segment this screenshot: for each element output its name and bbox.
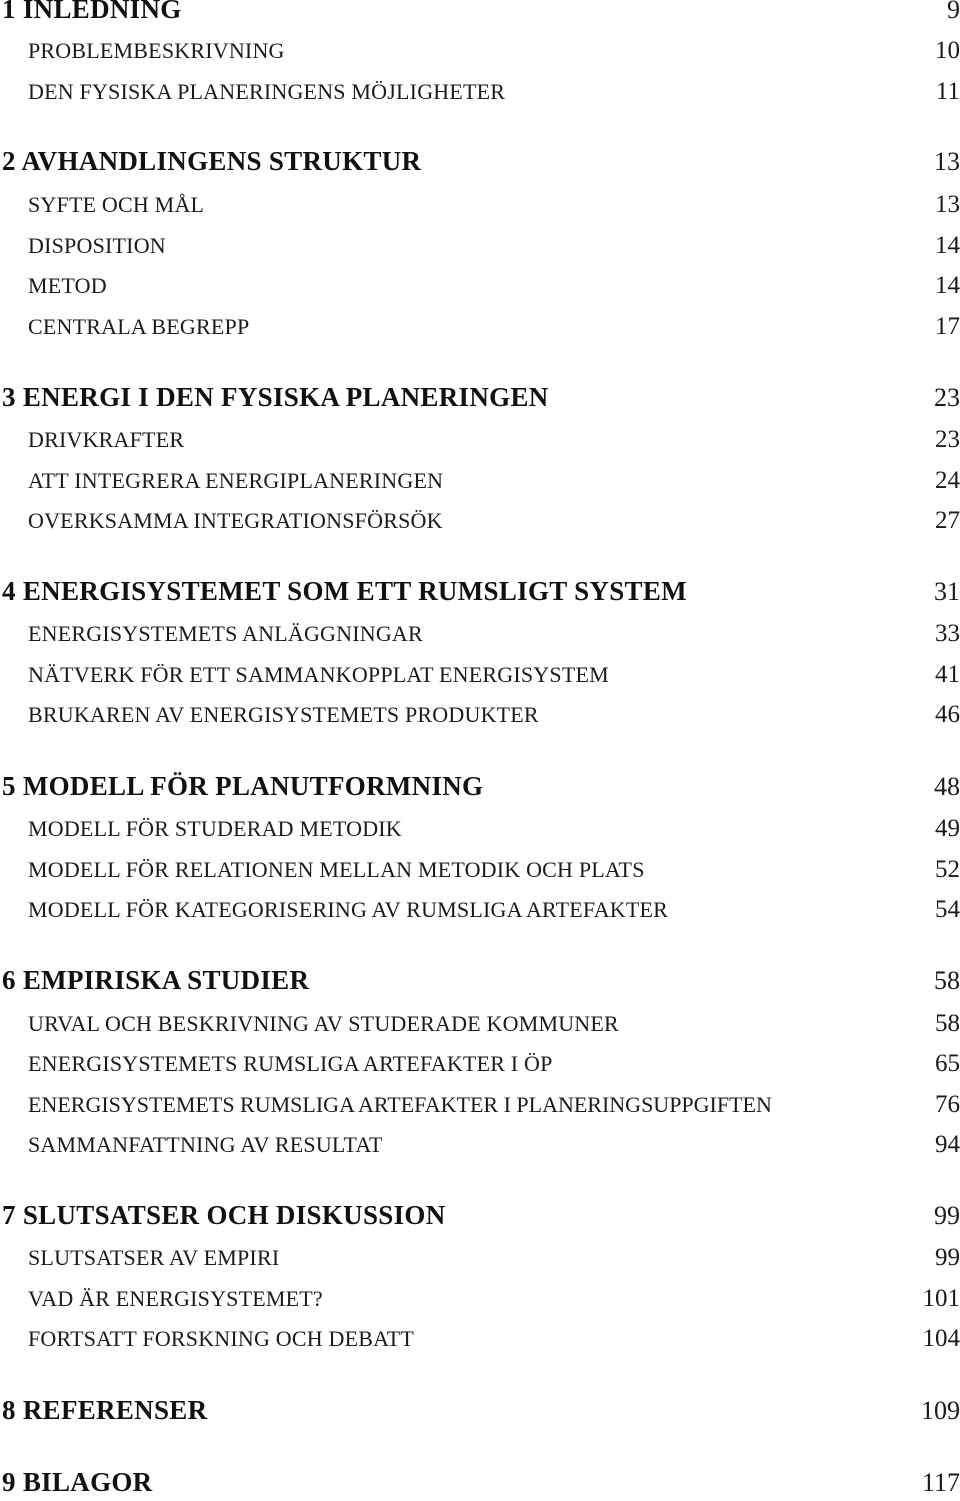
- toc-page-number: 49: [935, 815, 960, 842]
- toc-section-4-1[interactable]: [0, 620, 960, 648]
- toc-section-5-1[interactable]: [0, 815, 960, 843]
- toc-section-2-1[interactable]: [0, 191, 960, 219]
- toc-page-number: 33: [935, 620, 960, 647]
- toc-entry-title: 4 ENERGISYSTEMET SOM ETT RUMSLIGT SYSTEM: [2, 576, 687, 606]
- toc-section-6-1[interactable]: [0, 1010, 960, 1038]
- toc-chapter-7[interactable]: [0, 1200, 960, 1231]
- toc-entry-title: DISPOSITION: [28, 233, 166, 258]
- toc-entry-title: 3 ENERGI I DEN FYSISKA PLANERINGEN: [2, 382, 549, 412]
- toc-entry-title: ATT INTEGRERA ENERGIPLANERINGEN: [28, 468, 444, 493]
- toc-section-6-3[interactable]: [0, 1091, 960, 1119]
- toc-chapter-2[interactable]: [0, 146, 960, 177]
- toc-chapter-6[interactable]: [0, 965, 960, 996]
- toc-page-number: 99: [935, 1244, 960, 1271]
- toc-entry-title: PROBLEMBESKRIVNING: [28, 38, 285, 63]
- toc-section-6-2[interactable]: [0, 1050, 960, 1078]
- toc-chapter-3[interactable]: [0, 382, 960, 413]
- toc-chapter-8[interactable]: [0, 1395, 960, 1426]
- toc-entry-title: ENERGISYSTEMETS ANLÄGGNINGAR: [28, 621, 423, 646]
- toc-chapter-5[interactable]: [0, 771, 960, 802]
- toc-entry-title: ENERGISYSTEMETS RUMSLIGA ARTEFAKTER I ÖP: [28, 1051, 553, 1076]
- toc-section-4-2[interactable]: [0, 661, 960, 689]
- toc-section-3-1[interactable]: [0, 426, 960, 454]
- toc-page-number: 14: [935, 272, 960, 299]
- toc-page-number: 27: [935, 507, 960, 534]
- toc-section-2-2[interactable]: [0, 232, 960, 260]
- toc-page-number: 9: [947, 0, 960, 24]
- toc-section-5-2[interactable]: [0, 856, 960, 884]
- toc-section-3-2[interactable]: [0, 467, 960, 495]
- toc-entry-title: MODELL FÖR KATEGORISERING AV RUMSLIGA ARTEFAKTER: [28, 897, 669, 922]
- toc-page-number: 24: [935, 467, 960, 494]
- toc-entry-title: 5 MODELL FÖR PLANUTFORMNING: [2, 771, 484, 801]
- toc-entry-title: ENERGISYSTEMETS RUMSLIGA ARTEFAKTER I PLANERINGSUPPGIFTEN: [28, 1092, 772, 1117]
- toc-entry-title: 9 BILAGOR: [2, 1467, 153, 1497]
- toc-entry-title: DEN FYSISKA PLANERINGENS MÖJLIGHETER: [28, 79, 506, 104]
- toc-entry-title: BRUKAREN AV ENERGISYSTEMETS PRODUKTER: [28, 702, 539, 727]
- toc-page-number: 14: [935, 232, 960, 259]
- toc-section-2-3[interactable]: [0, 272, 960, 300]
- toc-entry-title: NÄTVERK FÖR ETT SAMMANKOPPLAT ENERGISYSTEM: [28, 662, 609, 687]
- toc-page-number: 99: [934, 1201, 960, 1230]
- toc-entry-title: SLUTSATSER AV EMPIRI: [28, 1245, 280, 1270]
- toc-section-7-1[interactable]: [0, 1244, 960, 1272]
- toc-entry-title: 6 EMPIRISKA STUDIER: [2, 965, 310, 995]
- toc-page-number: 23: [935, 426, 960, 453]
- toc-section-1-2[interactable]: [0, 78, 960, 106]
- toc-page-number: 117: [921, 1468, 960, 1497]
- toc-entry-title: 1 INLEDNING: [2, 0, 182, 24]
- toc-page-number: 10: [935, 37, 960, 64]
- toc-entry-title: 7 SLUTSATSER OCH DISKUSSION: [2, 1200, 446, 1230]
- toc-page-number: 54: [935, 896, 960, 923]
- toc-page-number: 31: [934, 577, 960, 606]
- toc-section-1-1[interactable]: [0, 37, 960, 65]
- toc-page-number: 65: [935, 1050, 960, 1077]
- toc-page-number: 13: [934, 147, 960, 176]
- toc-page-number: 23: [934, 383, 960, 412]
- toc-page-number: 48: [934, 772, 960, 801]
- toc-entry-title: DRIVKRAFTER: [28, 427, 185, 452]
- toc-page-number: 109: [921, 1396, 960, 1425]
- toc-section-3-3[interactable]: [0, 507, 960, 535]
- toc-chapter-4[interactable]: [0, 576, 960, 607]
- toc-chapter-1[interactable]: [0, 0, 960, 25]
- toc-entry-title: MODELL FÖR STUDERAD METODIK: [28, 816, 402, 841]
- toc-page-number: 76: [935, 1091, 960, 1118]
- toc-section-4-3[interactable]: [0, 701, 960, 729]
- toc-section-6-4[interactable]: [0, 1131, 960, 1159]
- toc-entry-title: MODELL FÖR RELATIONEN MELLAN METODIK OCH PLATS: [28, 857, 645, 882]
- toc-entry-title: OVERKSAMMA INTEGRATIONSFÖRSÖK: [28, 508, 443, 533]
- toc-page-number: 41: [935, 661, 960, 688]
- toc-page-number: 13: [935, 191, 960, 218]
- toc-section-7-2[interactable]: [0, 1285, 960, 1313]
- toc-page-number: 11: [935, 78, 960, 105]
- toc-page-number: 46: [935, 701, 960, 728]
- toc-page-number: 17: [935, 313, 960, 340]
- toc-page-number: 104: [922, 1325, 960, 1352]
- toc-section-7-3[interactable]: [0, 1325, 960, 1353]
- toc-entry-title: 2 AVHANDLINGENS STRUKTUR: [2, 146, 422, 176]
- toc-section-2-4[interactable]: [0, 313, 960, 341]
- toc-page-number: 52: [935, 856, 960, 883]
- toc-entry-title: 8 REFERENSER: [2, 1395, 208, 1425]
- toc-entry-title: SYFTE OCH MÅL: [28, 192, 205, 217]
- toc-page-number: 94: [935, 1131, 960, 1158]
- toc-entry-title: FORTSATT FORSKNING OCH DEBATT: [28, 1326, 415, 1351]
- toc-chapter-9[interactable]: [0, 1467, 960, 1498]
- toc-entry-title: CENTRALA BEGREPP: [28, 314, 250, 339]
- toc-entry-title: VAD ÄR ENERGISYSTEMET?: [28, 1286, 323, 1311]
- toc-entry-title: URVAL OCH BESKRIVNING AV STUDERADE KOMMUNER: [28, 1011, 619, 1036]
- toc-entry-title: SAMMANFATTNING AV RESULTAT: [28, 1132, 383, 1157]
- toc-page-number: 101: [922, 1285, 960, 1312]
- toc-entry-title: METOD: [28, 273, 107, 298]
- toc-section-5-3[interactable]: [0, 896, 960, 924]
- toc-page-number: 58: [934, 966, 960, 995]
- toc-page-number: 58: [935, 1010, 960, 1037]
